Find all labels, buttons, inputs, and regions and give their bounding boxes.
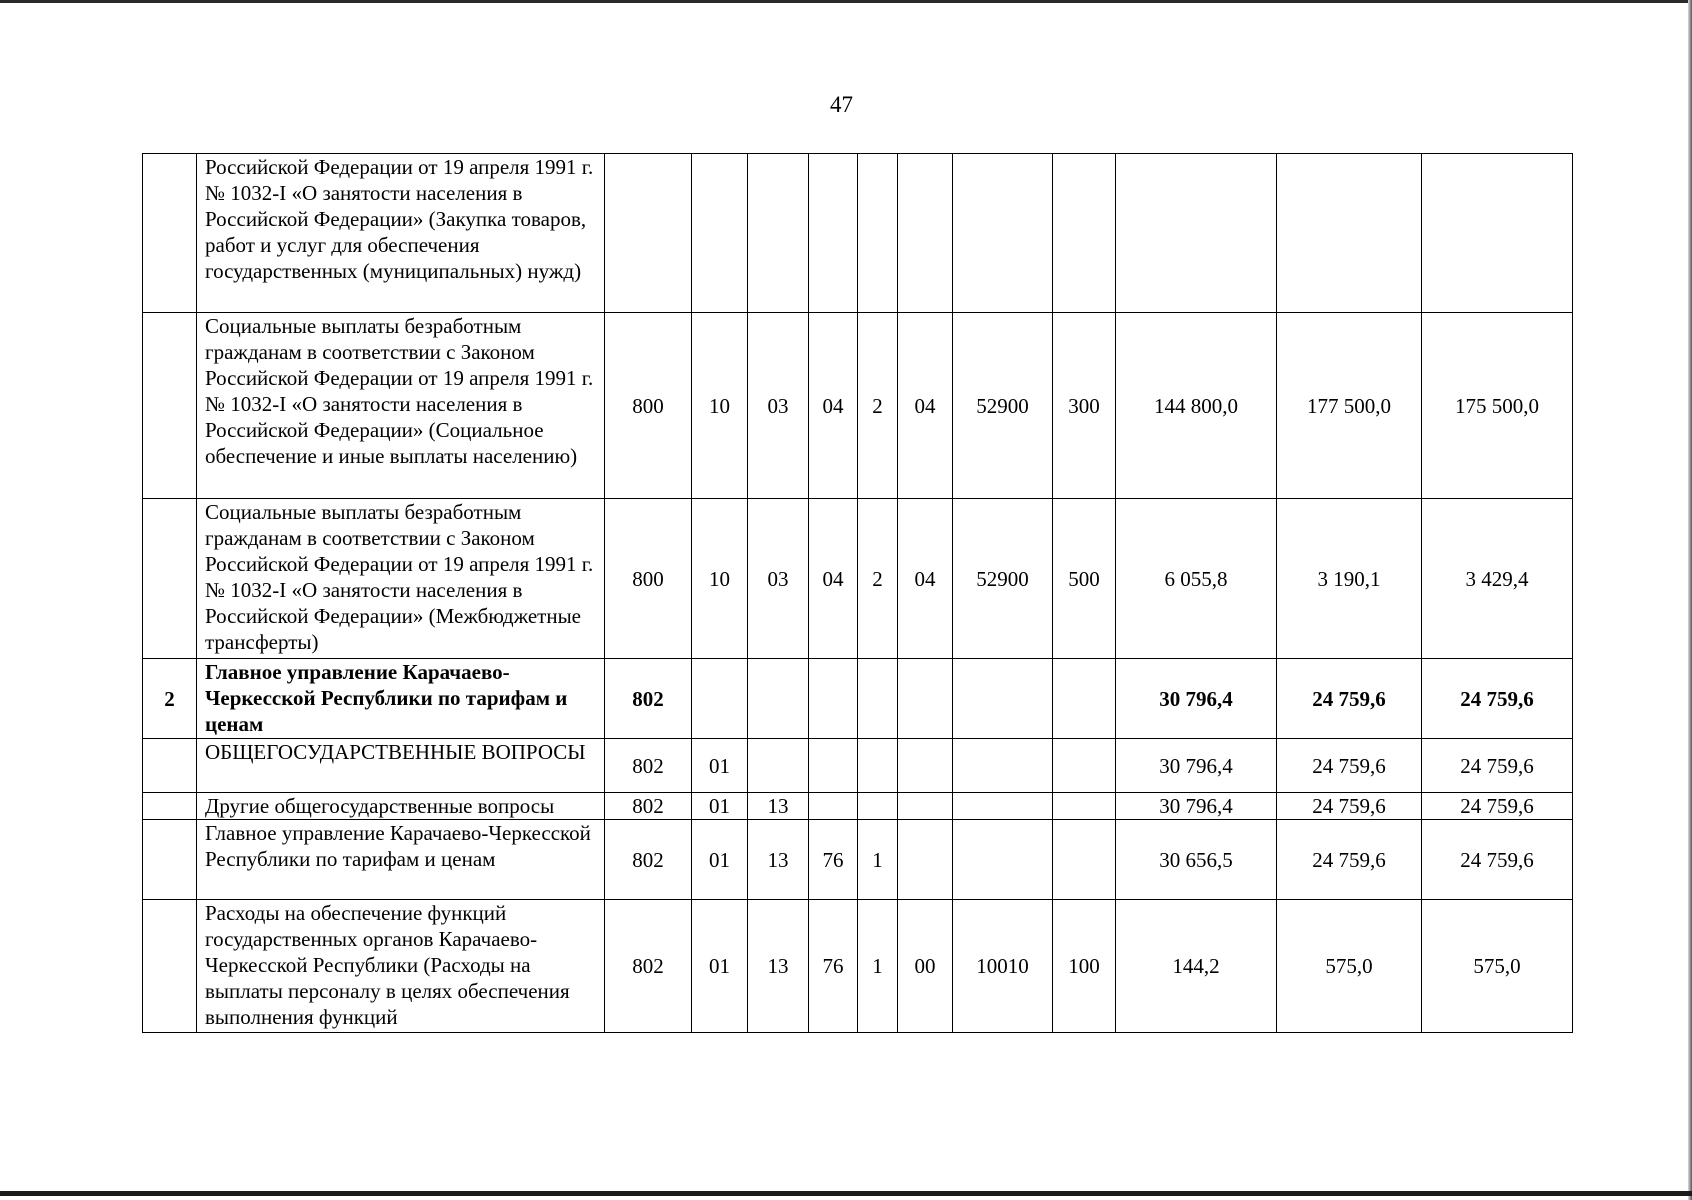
row-name: ОБЩЕГОСУДАРСТВЕННЫЕ ВОПРОСЫ [197,739,605,793]
code-event [898,154,953,313]
code-subsection: 13 [748,793,809,820]
code-subsection [748,154,809,313]
amount-3: 24 759,6 [1422,659,1573,739]
amount-3 [1422,154,1573,313]
code-subprogram: 1 [858,900,898,1033]
code-section [692,154,748,313]
code-program [809,739,858,793]
code-event [898,739,953,793]
code-expense-type: 500 [1053,499,1116,659]
code-expense-type: 100 [1053,900,1116,1033]
amount-3: 24 759,6 [1422,793,1573,820]
code-section: 01 [692,739,748,793]
amount-1: 30 656,5 [1116,820,1277,900]
code-expense-type [1053,820,1116,900]
row-name: Другие общегосударственные вопросы [197,793,605,820]
amount-1 [1116,154,1277,313]
budget-table [142,153,1573,1033]
code-event: 04 [898,499,953,659]
code-section: 10 [692,499,748,659]
scan-edge-bottom [0,1191,1692,1196]
code-section: 10 [692,313,748,499]
code-ministry: 802 [605,900,692,1033]
code-ministry: 802 [605,820,692,900]
amount-1: 30 796,4 [1116,659,1277,739]
code-program [809,793,858,820]
table-row [143,793,1573,820]
row-number [143,900,197,1033]
code-ministry: 800 [605,313,692,499]
code-ministry: 802 [605,739,692,793]
code-section [692,659,748,739]
table-row [143,900,1573,1033]
code-direction [953,659,1053,739]
row-name: Расходы на обеспечение функций государственных органов Карачаево-Черкесской Республики (Расходы на выплаты персоналу в целях обеспечения выполнения функций [197,900,605,1033]
code-section: 01 [692,900,748,1033]
table-row [143,820,1573,900]
code-program: 76 [809,820,858,900]
row-name: Социальные выплаты безработным гражданам в соответствии с Законом Российской Федерации от 19 апреля 1991 г. № 1032-I «О занятости населения в Российской Федерации» (Межбюджетные трансферты) [197,499,605,659]
table-row [143,659,1573,739]
amount-2: 24 759,6 [1277,659,1422,739]
amount-1: 6 055,8 [1116,499,1277,659]
code-event: 04 [898,313,953,499]
code-expense-type [1053,154,1116,313]
table-row [143,154,1573,313]
code-ministry: 802 [605,793,692,820]
code-subprogram: 2 [858,499,898,659]
amount-2: 24 759,6 [1277,739,1422,793]
row-number [143,739,197,793]
page-number: 47 [830,92,853,117]
row-name: Российской Федерации от 19 апреля 1991 г. № 1032-I «О занятости населения в Российской Федерации» (Закупка товаров, работ и услуг для обеспечения государственных (муниципальных) нужд) [197,154,605,313]
code-subsection: 03 [748,499,809,659]
code-subsection: 13 [748,820,809,900]
code-subprogram: 1 [858,820,898,900]
amount-1: 144 800,0 [1116,313,1277,499]
code-ministry [605,154,692,313]
code-direction: 10010 [953,900,1053,1033]
code-ministry: 800 [605,499,692,659]
amount-2: 3 190,1 [1277,499,1422,659]
amount-1: 30 796,4 [1116,739,1277,793]
code-expense-type [1053,739,1116,793]
code-ministry: 802 [605,659,692,739]
scan-edge-top [0,0,1692,3]
row-number [143,154,197,313]
row-name: Главное управление Карачаево-Черкесской Республики по тарифам и ценам [197,820,605,900]
code-subsection [748,659,809,739]
amount-2 [1277,154,1422,313]
amount-2: 177 500,0 [1277,313,1422,499]
amount-2: 24 759,6 [1277,793,1422,820]
code-direction [953,793,1053,820]
code-subprogram [858,154,898,313]
table-row [143,499,1573,659]
code-direction [953,820,1053,900]
row-number [143,793,197,820]
amount-1: 30 796,4 [1116,793,1277,820]
amount-3: 24 759,6 [1422,820,1573,900]
code-subprogram: 2 [858,313,898,499]
code-expense-type: 300 [1053,313,1116,499]
code-section: 01 [692,820,748,900]
code-direction: 52900 [953,499,1053,659]
amount-3: 175 500,0 [1422,313,1573,499]
code-expense-type [1053,659,1116,739]
code-direction: 52900 [953,313,1053,499]
row-number [143,499,197,659]
code-expense-type [1053,793,1116,820]
code-program: 04 [809,499,858,659]
code-event [898,659,953,739]
code-event: 00 [898,900,953,1033]
amount-1: 144,2 [1116,900,1277,1033]
code-program [809,659,858,739]
table-row [143,313,1573,499]
code-program: 76 [809,900,858,1033]
code-direction [953,154,1053,313]
row-number [143,313,197,499]
amount-3: 3 429,4 [1422,499,1573,659]
code-subprogram [858,739,898,793]
amount-2: 24 759,6 [1277,820,1422,900]
code-direction [953,739,1053,793]
code-subprogram [858,793,898,820]
row-name: Главное управление Карачаево-Черкесской Республики по тарифам и ценам [197,659,605,739]
code-subsection [748,739,809,793]
table-row [143,739,1573,793]
code-program [809,154,858,313]
amount-2: 575,0 [1277,900,1422,1033]
row-name: Социальные выплаты безработным гражданам в соответствии с Законом Российской Федерации от 19 апреля 1991 г. № 1032-I «О занятости населения в Российской Федерации» (Социальное обеспечение и иные выплаты населению) [197,313,605,499]
code-subprogram [858,659,898,739]
amount-3: 575,0 [1422,900,1573,1033]
amount-3: 24 759,6 [1422,739,1573,793]
code-program: 04 [809,313,858,499]
code-event [898,793,953,820]
code-event [898,820,953,900]
code-subsection: 03 [748,313,809,499]
scan-edge-right [1688,0,1692,1200]
row-number: 2 [143,659,197,739]
code-subsection: 13 [748,900,809,1033]
row-number [143,820,197,900]
code-section: 01 [692,793,748,820]
